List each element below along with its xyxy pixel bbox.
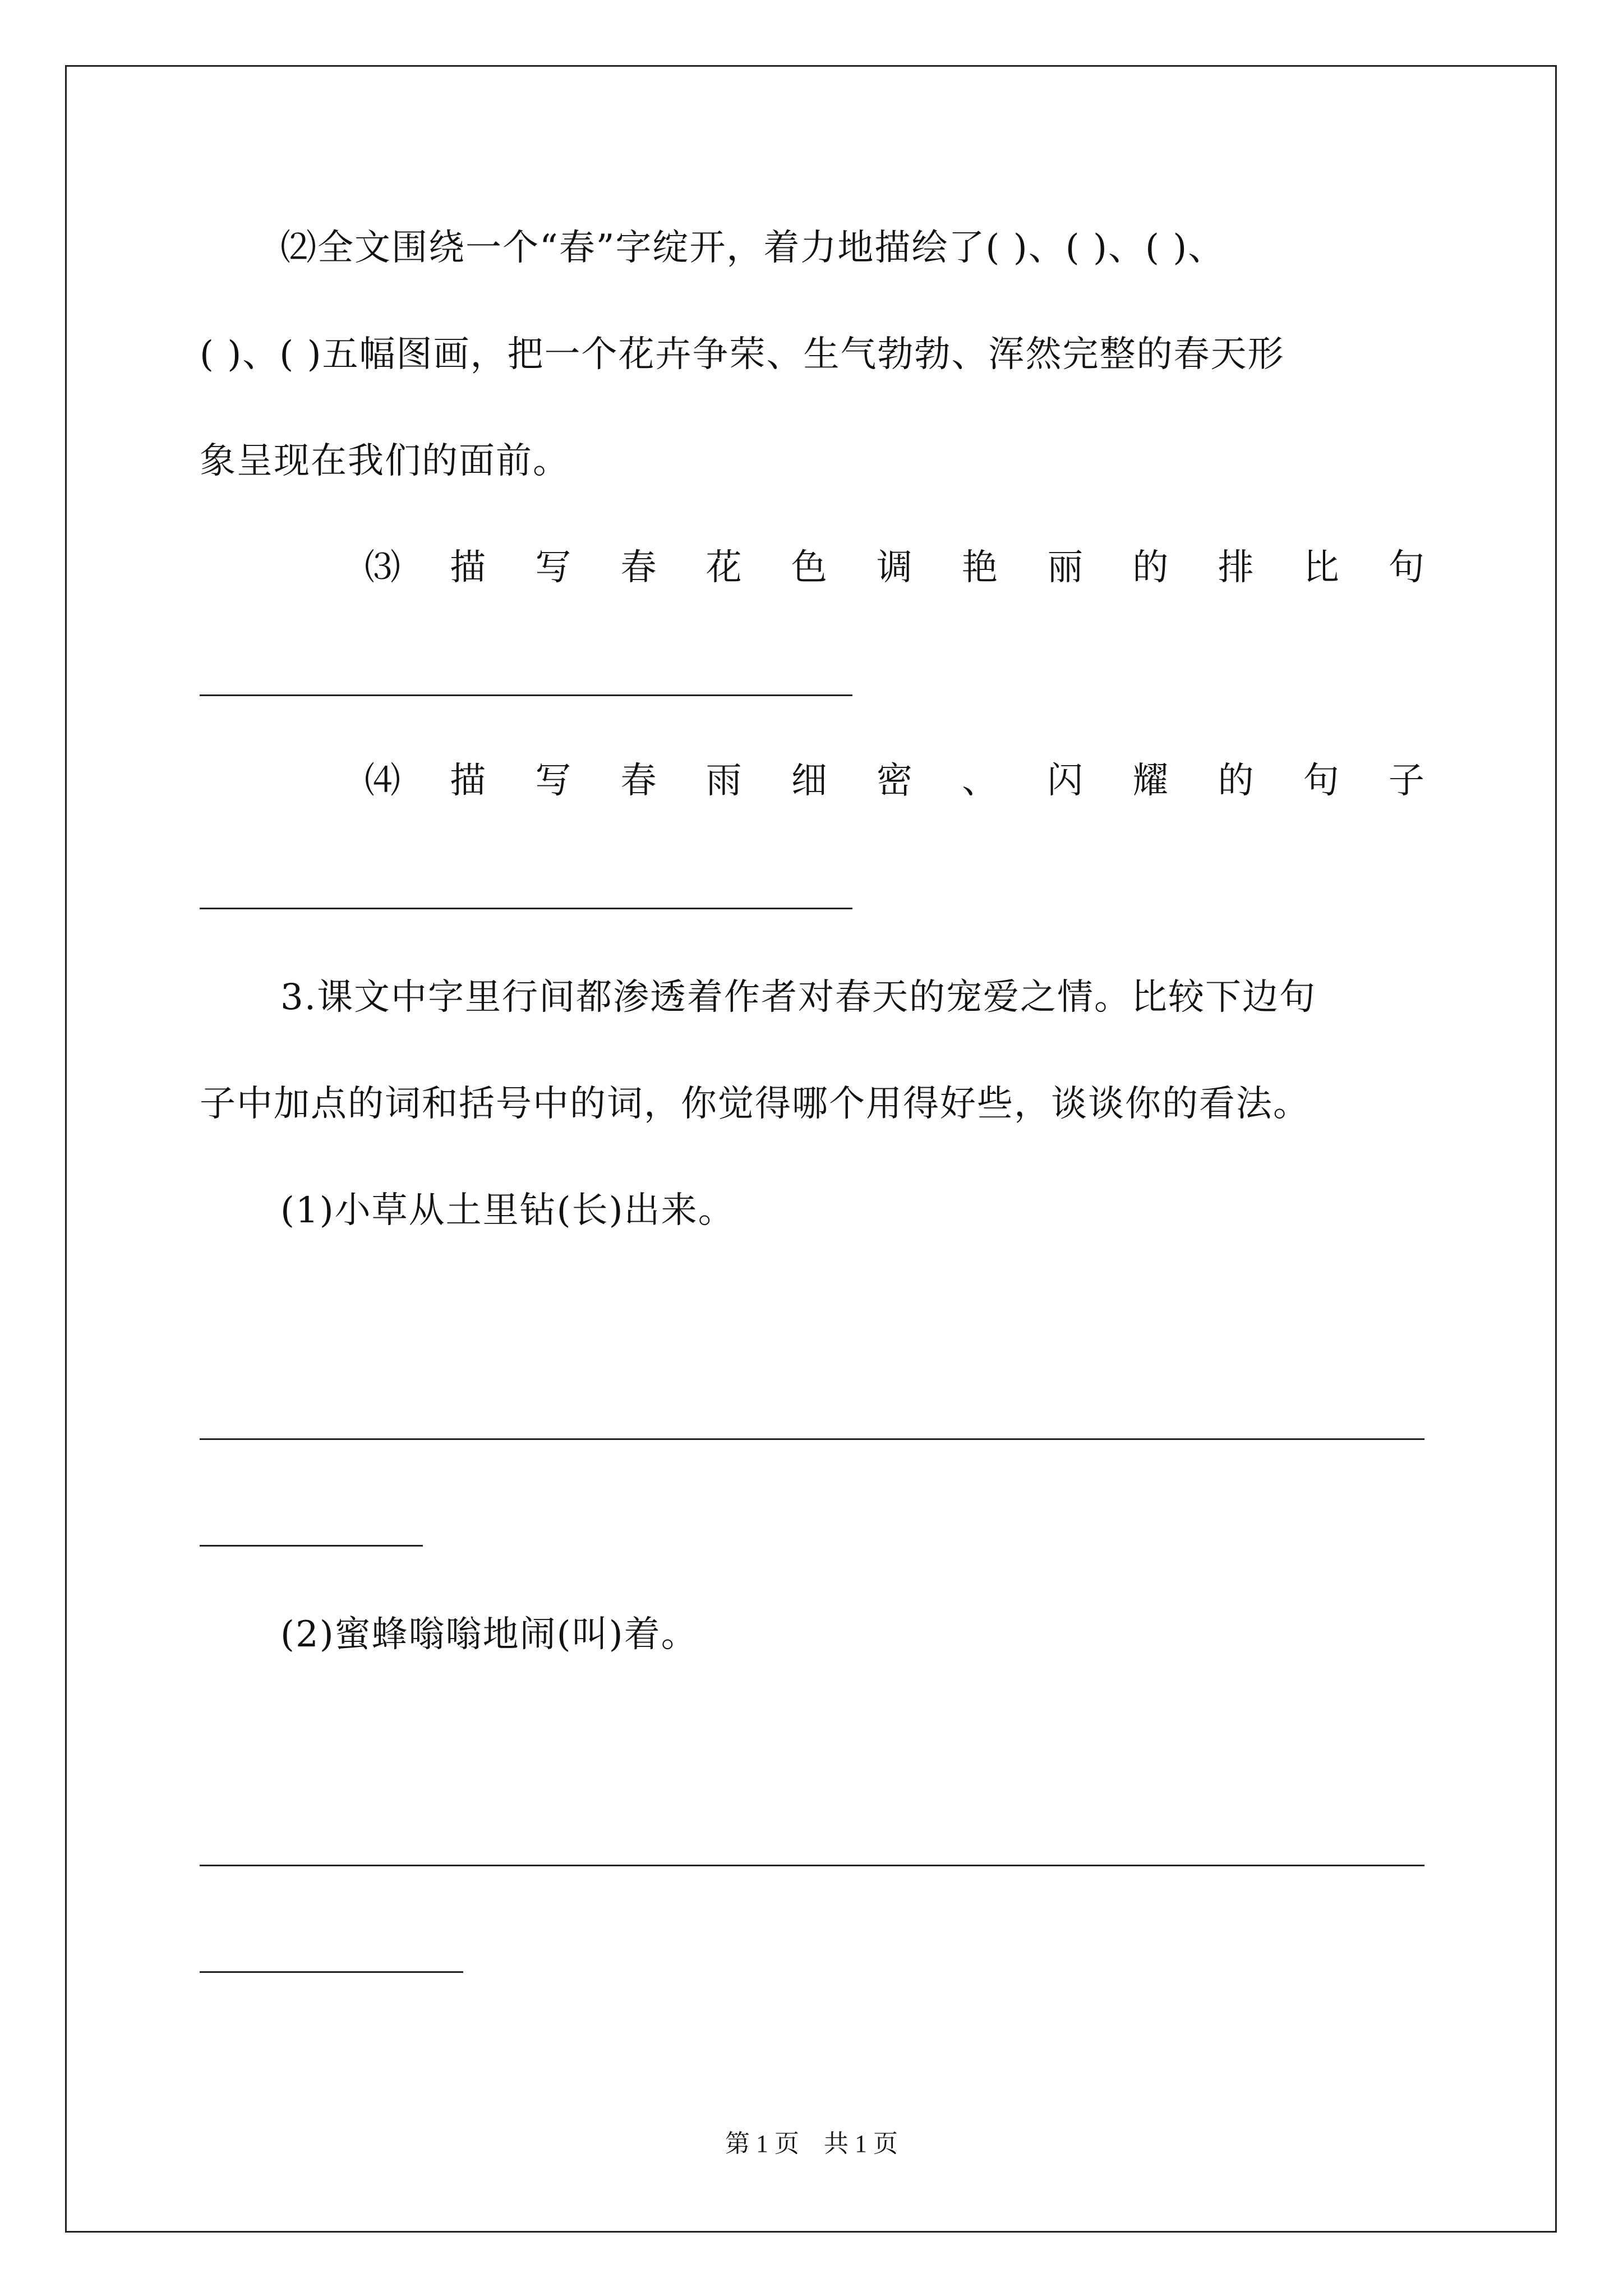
- sub-question-2: (2)蜜蜂嗡嗡地闹(叫)着。: [280, 1614, 698, 1655]
- q4-char: 的: [1218, 760, 1254, 802]
- sub2-answer-line-2[interactable]: [200, 1971, 463, 1973]
- q3-char: 调: [876, 547, 912, 588]
- q4-char: 写: [535, 760, 571, 802]
- q4-char: 子: [1388, 760, 1424, 802]
- q4-char: 耀: [1132, 760, 1169, 802]
- sub2-answer-line-1[interactable]: [200, 1865, 1424, 1866]
- page-border: [65, 65, 1557, 2233]
- q3-answer-line[interactable]: [200, 694, 852, 696]
- q3-char: 写: [535, 547, 571, 588]
- q2-line-1: ⑵全文围绕一个“春”字绽开，着力地描绘了( )、( )、( )、: [280, 227, 1225, 269]
- sub-question-1: (1)小草从土里钻(长)出来。: [280, 1190, 735, 1231]
- page-number: 第 1 页 共 1 页: [725, 2130, 898, 2157]
- q3-char: ⑶: [365, 547, 400, 588]
- q3-char: 艳: [962, 547, 998, 588]
- q2-line-3: 象呈现在我们的面前。: [200, 440, 570, 482]
- q4-char: ⑷: [365, 760, 400, 802]
- q4-char: 密: [876, 760, 912, 802]
- q4-prompt: [365, 758, 1424, 803]
- q3-char: 的: [1132, 547, 1169, 588]
- q4-char: 描: [450, 760, 486, 802]
- q4-char: 雨: [706, 760, 742, 802]
- q3-char: 比: [1303, 547, 1339, 588]
- sub1-answer-line-1[interactable]: [200, 1438, 1424, 1440]
- q4-char: 句: [1303, 760, 1339, 802]
- q4-char: 闪: [1047, 760, 1083, 802]
- item3-line-2: 子中加点的词和括号中的词，你觉得哪个用得好些，谈谈你的看法。: [200, 1083, 1310, 1125]
- q4-char: 春: [620, 760, 657, 802]
- q3-char: 花: [706, 547, 742, 588]
- q3-char: 春: [620, 547, 657, 588]
- q4-char: 细: [791, 760, 827, 802]
- sub1-answer-line-2[interactable]: [200, 1545, 423, 1547]
- item3-line-1: 3.课文中字里行间都渗透着作者对春天的宠爱之情。比较下边句: [280, 977, 1317, 1018]
- q3-char: 句: [1388, 547, 1424, 588]
- q2-line-2: ( )、( )五幅图画，把一个花卉争荣、生气勃勃、浑然完整的春天形: [200, 334, 1285, 375]
- q3-char: 色: [791, 547, 827, 588]
- q3-prompt: [365, 545, 1424, 590]
- q3-char: 丽: [1047, 547, 1083, 588]
- q3-char: 排: [1218, 547, 1254, 588]
- q3-char: 描: [450, 547, 486, 588]
- q4-answer-line[interactable]: [200, 908, 852, 909]
- q4-char: 、: [962, 760, 998, 802]
